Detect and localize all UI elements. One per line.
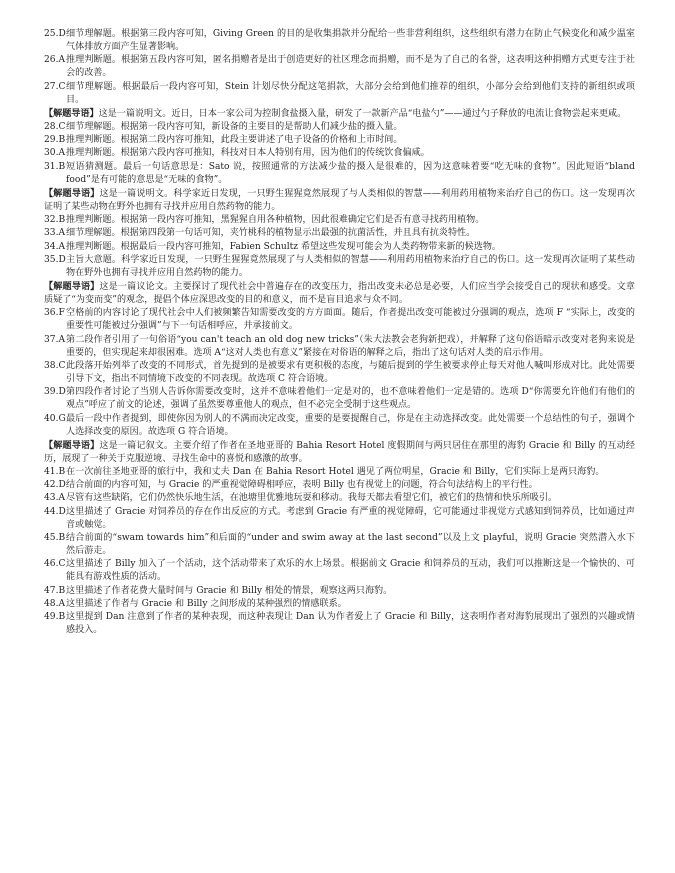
question-number: 29.B xyxy=(44,135,66,146)
question-number: 45.B xyxy=(44,532,66,543)
guide-text: 这是一篇说明文。近日，日本一家公司为控制食盐摄入量，研发了一款新产品“电盐勺”——通过勺子释放的电流让食物尝起来更咸。 xyxy=(98,108,627,119)
explanation-text: 推理判断题。根据第五段内容可知，匿名捐赠者是出于创造更好的社区理念而捐赠，而不是为了自己的名誉，这表明这种捐赠方式更专注于社会的改善。 xyxy=(66,55,635,79)
answer-item xyxy=(44,611,635,637)
question-number: 31.B xyxy=(44,161,66,172)
explanation-text: 这里描述了作者与 Gracie 和 Billy 之间形成的某种强烈的情感联系。 xyxy=(66,598,347,609)
question-number: 36.F xyxy=(44,308,65,319)
explanation-text: 这里描述了作者花费大量时间与 Gracie 和 Billy 相处的情景，观察这两只海豹。 xyxy=(66,585,393,596)
answer-item xyxy=(44,227,635,240)
question-number: 35.D xyxy=(44,254,66,265)
question-number: 33.A xyxy=(44,228,66,239)
question-number: 34.A xyxy=(44,241,66,252)
answer-item xyxy=(44,214,635,227)
explanation-text: 短语猜测题。最后一句话意思是：Sato 说，按照通常的方法减少盐的摄入是很难的，因为这意味着要“吃无味的食物”。因此短语“bland food”是有可能的意思是“无味的食物”。 xyxy=(66,161,635,185)
answer-item xyxy=(44,479,635,492)
answer-item xyxy=(44,121,635,134)
explanation-text: 结合前面的内容可知，与 Gracie 的严重视觉障碍相呼应，表明 Billy 也有视觉上的问题，符合句法结构上的平行性。 xyxy=(66,480,538,491)
question-number: 44.D xyxy=(44,506,66,517)
question-number: 25.D xyxy=(44,29,66,39)
explanation-text: 结合前面的“swam towards him”和后面的“under and swim away at the last second”以及上文 playful，说明 Gracie 突然潜入水下然后游走。 xyxy=(66,532,635,557)
question-number: 32.B xyxy=(44,215,66,226)
explanation-text: 推理判断题。根据最后一段内容可推知，Fabien Schultz 希望这些发现可能会为人类药物带来新的候选物。 xyxy=(66,241,502,252)
explanation-text: 推理判断题。根据第二段内容可推知，此段主要讲述了电子设备的价格和上市时间。 xyxy=(66,135,403,146)
explanation-text: 细节理解题。根据最后一段内容可知，Stein 计划尽快分配这笔捐款，大部分会给到他们推荐的组织，小部分会给到他们支持的新组织或项目。 xyxy=(66,81,635,105)
answer-item xyxy=(44,254,635,280)
guide-label: 【解题导语】 xyxy=(44,280,100,292)
passage-guide xyxy=(44,439,635,466)
explanation-text: 这里描述了 Billy 加入了一个活动，这个活动带来了欢乐的水上场景。根据前文 Gracie 和饲养员的互动，我们可以推断这是一个愉快的、可能具有游戏性质的活动。 xyxy=(66,559,635,583)
explanation-text: 尽管有这些缺陷，它们仍然快乐地生活，在池塘里优雅地玩耍和移动。我每天都去看望它们，被它们的热情和快乐所吸引。 xyxy=(66,493,558,504)
answer-item xyxy=(44,585,635,598)
question-number: 27.C xyxy=(44,81,66,92)
question-number: 39.D xyxy=(44,387,66,398)
question-number: 43.A xyxy=(44,493,66,504)
explanation-text: 第二段作者引用了一句俗语“you can't teach an old dog new tricks”（朱大法教会老狗新把戏），并解释了这句俗语暗示改变对老狗来说是重要的，但实现起来却很困难。选项 A“这对人类也有意义”紧接在对俗语的解释之后，指出了这句话对人类的启示作用。 xyxy=(66,334,635,358)
explanation-text: 这里提到 Dan 注意到了作者的某种表现，而这种表现让 Dan 认为作者爱上了 Gracie 和 Billy，这表明作者对海豹展现出了强烈的兴趣或情感投入。 xyxy=(66,611,635,636)
answer-item xyxy=(44,598,635,611)
explanation-text: 推理判断题。根据第一段内容可推知，黑猩猩自用各种植物，因此很难确定它们是否有意寻找药用植物。 xyxy=(66,215,485,226)
answer-item xyxy=(44,558,635,584)
explanation-text: 第四段作者讨论了当别人告诉你需要改变时，这并不意味着他们一定是对的，也不意味着他们一定是错的。选项 D“你需要允许他们有他们的观点”呼应了前文的论述，强调了虽然要尊重他人的观点，但不必完全受制于这些观点。 xyxy=(66,387,635,411)
explanation-text: 空格前的内容讨论了现代社会中人们被频繁告知需要改变的方方面面。随后，作者提出改变可能被过分强调的观点，选项 F “实际上，改变的重要性可能被过分强调”与下一句话相呼应，并承接前文。 xyxy=(66,308,635,332)
explanation-text: 这里描述了 Gracie 对饲养员的存在作出反应的方式。考虑到 Gracie 有严重的视觉障碍，它可能通过非视觉方式感知到饲养员，比如通过声音或触觉。 xyxy=(66,506,635,530)
explanation-text: 细节理解题。根据第一段内容可知，新设备的主要目的是帮助人们减少盐的摄入量。 xyxy=(66,122,403,133)
explanation-text: 此段落开始列举了改变的不同形式，首先提到的是被要求有更积极的态度，与随后提到的学生被要求停止每天对他人喊叫形成对比。此处需要引导下文，指出不同情境下改变的不同表现。故选项 C 符合语境。 xyxy=(66,360,635,385)
answer-item xyxy=(44,506,635,532)
answer-item xyxy=(44,386,635,412)
answer-item xyxy=(44,360,635,386)
explanation-text: 推理判断题。根据第六段内容可推知，科技对日本人特别有用，因为他们的传统饮食偏咸。 xyxy=(66,148,430,159)
question-number: 46.C xyxy=(44,559,66,570)
answer-item xyxy=(44,307,635,333)
answer-item xyxy=(44,492,635,505)
question-number: 47.B xyxy=(44,585,66,596)
answer-item xyxy=(44,532,635,558)
answer-item xyxy=(44,134,635,147)
question-number: 40.G xyxy=(44,413,66,424)
answer-item xyxy=(44,334,635,360)
guide-text: 这是一篇说明文。科学家近日发现，一只野生猩猩竟然展现了与人类相似的智慧——利用药用植物来治疗自己的伤口。这一发现再次证明了某些动物在野外也拥有寻找并应用自然药物的能力。 xyxy=(44,188,635,213)
guide-label: 【解题导语】 xyxy=(44,439,100,451)
explanation-text: 主旨大意题。科学家近日发现，一只野生猩猩竟然展现了与人类相似的智慧——利用药用植物来治疗自己的伤口。这一发现再次证明了某些动物在野外也拥有寻找并应用自然药物的能力。 xyxy=(66,254,635,278)
guide-text: 这是一篇记叙文。主要介绍了作者在圣地亚哥的 Bahia Resort Hotel 度假期间与两只居住在那里的海豹 Gracie 和 Billy 的互动经历，展现了一种关于克服逆境、寻找生命中的喜悦和感激的故事。 xyxy=(44,440,635,464)
explanation-text: 最后一段中作者提到，即使你因为别人的不满而决定改变，重要的是要提醒自己，你是在主动选择改变。此处需要一个总结性的句子，强调个人选择改变的原因。故选项 G 符合语境。 xyxy=(66,413,635,437)
passage-guide xyxy=(44,107,635,121)
question-number: 38.C xyxy=(44,360,66,371)
answer-item xyxy=(44,28,635,54)
guide-text: 这是一篇议论文。主要探讨了现代社会中普遍存在的改变压力，指出改变未必总是必要，人们应当学会接受自己的现状和感受。文章质疑了“为变而变”的观念，提倡个体应深思改变的目的和意义，而不是盲目追求与众不同。 xyxy=(44,281,635,306)
question-number: 49.B xyxy=(44,611,66,622)
guide-label: 【解题导语】 xyxy=(44,107,99,119)
question-number: 37.A xyxy=(44,334,66,345)
explanation-text: 细节理解题。根据第四段第一句话可知，夹竹桃科的植物显示出最强的抗菌活性，并且具有抗炎特性。 xyxy=(66,228,476,239)
answer-item xyxy=(44,241,635,254)
passage-guide xyxy=(44,187,635,214)
answer-item xyxy=(44,81,635,107)
passage-guide xyxy=(44,280,635,307)
question-number: 26.A xyxy=(44,55,66,66)
answer-item xyxy=(44,54,635,80)
guide-label: 【解题导语】 xyxy=(44,187,100,199)
answer-item xyxy=(44,161,635,187)
explanation-text: 细节理解题。根据第三段内容可知，Giving Green 的目的是收集捐款并分配给一些非营利组织，这些组织有潜力在防止气候变化和减少温室气体排放方面产生显著影响。 xyxy=(66,29,635,53)
question-number: 48.A xyxy=(44,598,66,609)
question-number: 28.C xyxy=(44,122,66,133)
answer-item xyxy=(44,147,635,160)
answer-item xyxy=(44,413,635,439)
answer-item xyxy=(44,466,635,479)
question-number: 42.D xyxy=(44,480,66,491)
question-number: 41.B xyxy=(44,467,66,478)
question-number: 30.A xyxy=(44,148,66,159)
explanation-text: 在一次前往圣地亚哥的旅行中，我和丈夫 Dan 在 Bahia Resort Hotel 遇见了两位明星，Gracie 和 Billy，它们实际上是两只海豹。 xyxy=(66,467,605,478)
